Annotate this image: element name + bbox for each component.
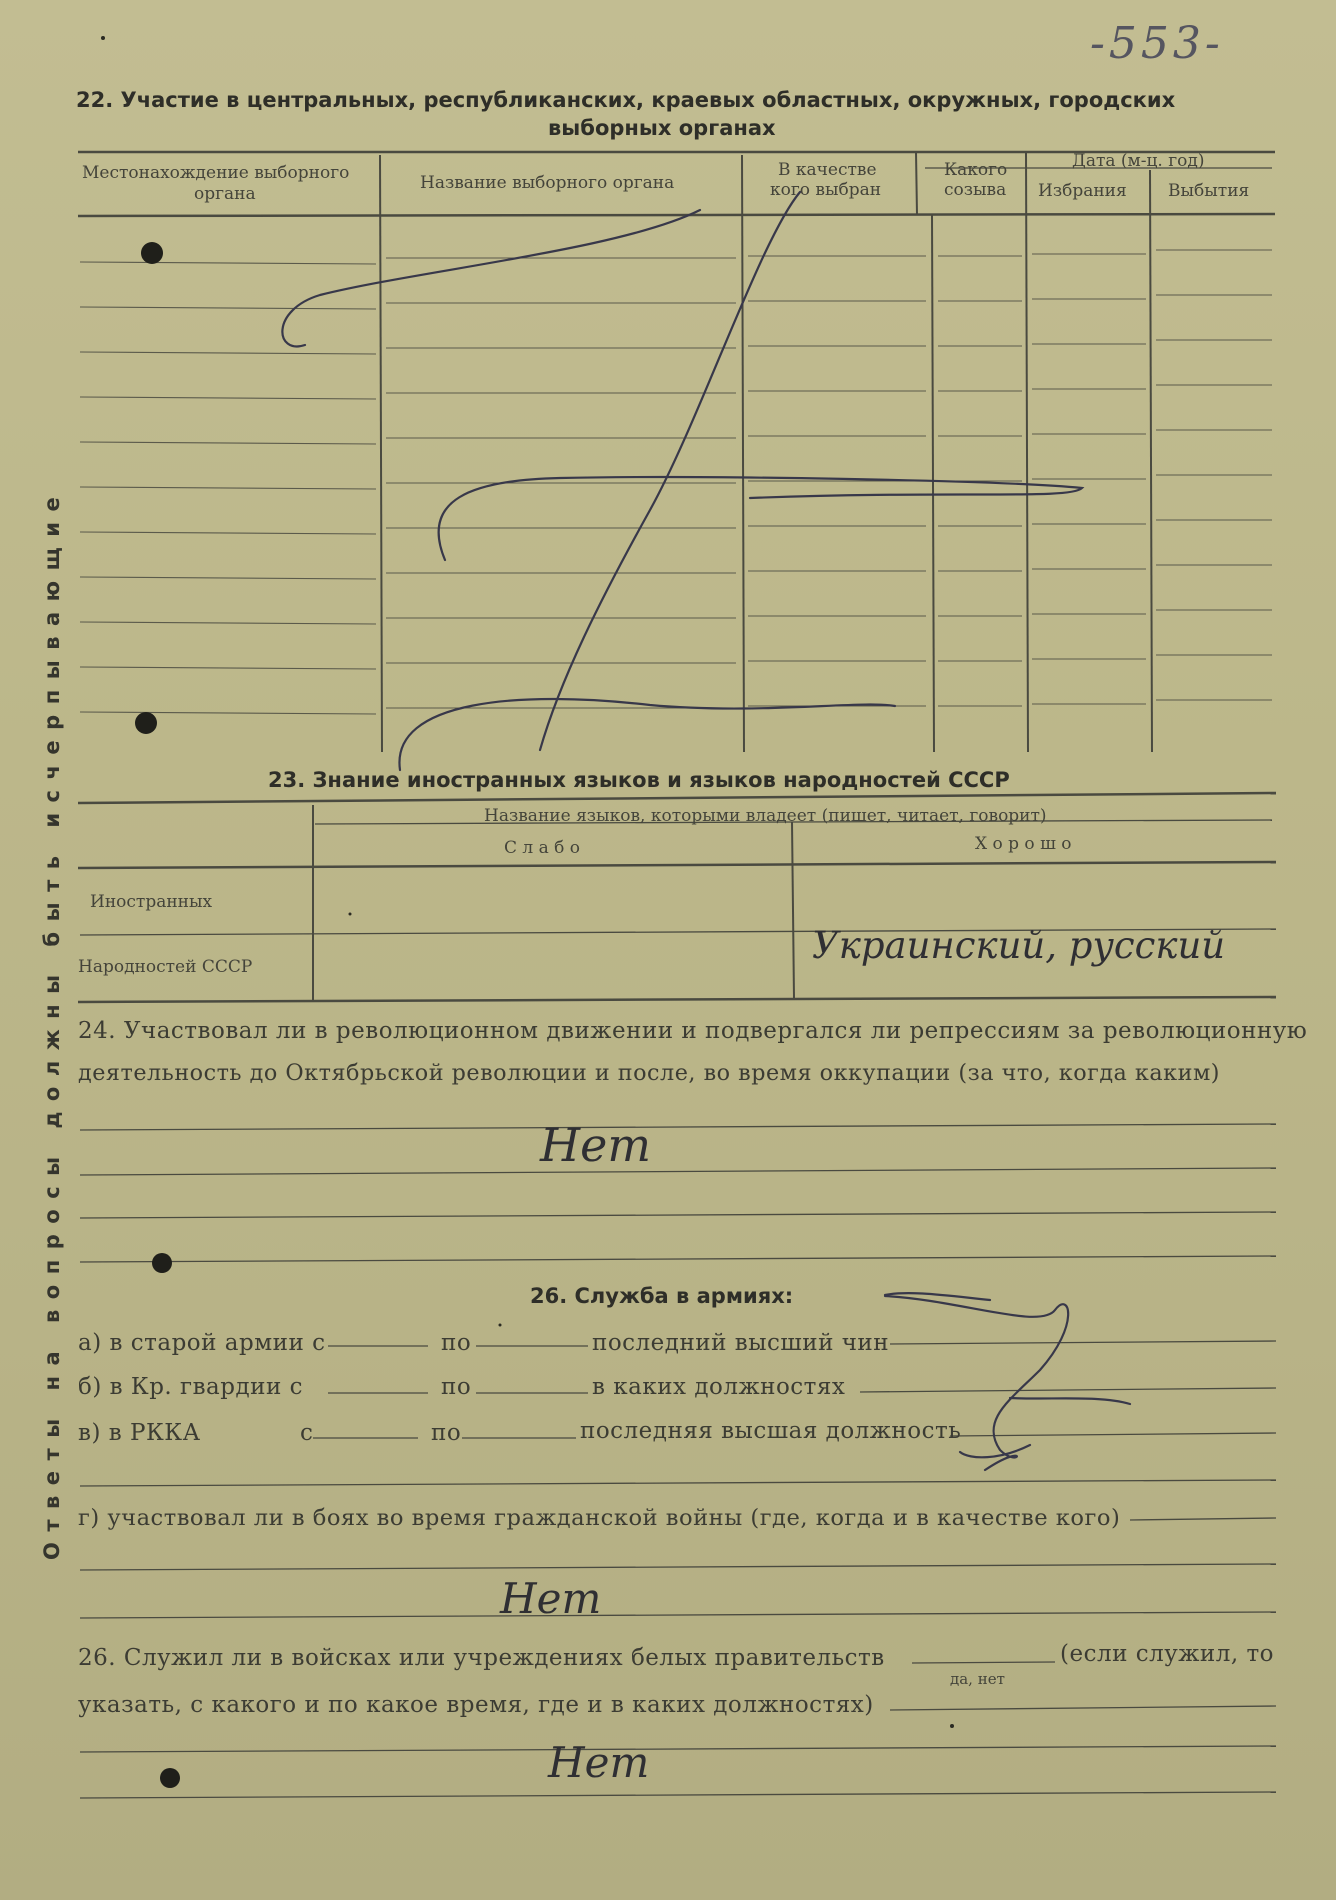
rkka-label: в) в РККА bbox=[78, 1420, 201, 1446]
side-note: Ответы на вопросы должны быть исчерпывающие bbox=[40, 486, 64, 1560]
white-service-line1-tail: (если служил, то bbox=[1060, 1641, 1275, 1667]
civil-war-question: г) участвовал ли в боях во время гражданской войны (где, когда и в качестве кого) bbox=[78, 1505, 1121, 1531]
col-body-name: Название выборного органа bbox=[420, 173, 675, 193]
section24-answer: Нет bbox=[540, 1118, 651, 1172]
section24-line1: 24. Участвовал ли в революционном движении и подвергался ли репрессиям за революционную bbox=[78, 1018, 1308, 1044]
answer-ussr-good: Украинский, русский bbox=[812, 924, 1226, 967]
section24-line2: деятельность до Октябрьской революции и после, во время оккупации (за что, когда каким) bbox=[78, 1060, 1221, 1086]
section23-title: 23. Знание иностранных языков и языков народностей СССР bbox=[268, 768, 1010, 792]
col-weak: С л а б о bbox=[504, 838, 581, 858]
col-convocation-line1: Какого bbox=[944, 160, 1008, 180]
col-date: Дата (м-ц. год) bbox=[1072, 151, 1205, 171]
section22-title-line2: выборных органах bbox=[548, 116, 776, 140]
section22-title-line1: 22. Участие в центральных, республиканских, краевых областных, окружных, городских bbox=[76, 88, 1176, 112]
col-location-line1: Местонахождение выборного bbox=[82, 163, 350, 183]
white-service-line2: указать, с какого и по какое время, где и в каких должностях) bbox=[78, 1692, 874, 1718]
red-guard-label: б) в Кр. гвардии с bbox=[78, 1374, 303, 1400]
old-army-label: а) в старой армии с bbox=[78, 1330, 326, 1356]
col-capacity-line1: В качестве bbox=[778, 160, 877, 180]
col-good: Х о р о ш о bbox=[975, 834, 1072, 854]
old-army-tail: последний высший чин bbox=[592, 1330, 890, 1356]
page-number: -553- bbox=[1090, 18, 1224, 69]
section26-title: 26. Служба в армиях: bbox=[530, 1284, 794, 1308]
red-guard-to: по bbox=[441, 1374, 472, 1400]
rkka-from: с bbox=[300, 1420, 314, 1446]
languages-header: Название языков, которыми владеет (пишет, читает, говорит) bbox=[484, 806, 1047, 826]
col-elected: Избрания bbox=[1038, 181, 1127, 201]
col-capacity-line2: кого выбран bbox=[770, 180, 882, 200]
col-left: Выбытия bbox=[1168, 181, 1250, 201]
civil-war-answer: Нет bbox=[500, 1574, 602, 1623]
white-service-hint: да, нет bbox=[950, 1670, 1005, 1688]
rkka-tail: последняя высшая должность bbox=[580, 1418, 962, 1444]
col-location-line2: органа bbox=[194, 184, 256, 204]
old-army-to: по bbox=[441, 1330, 472, 1356]
white-service-answer: Нет bbox=[548, 1738, 650, 1787]
row-foreign-label: Иностранных bbox=[90, 892, 213, 912]
row-ussr-label: Народностей СССР bbox=[78, 957, 253, 977]
red-guard-tail: в каких должностях bbox=[592, 1374, 846, 1400]
rkka-to: по bbox=[431, 1420, 462, 1446]
col-convocation-line2: созыва bbox=[944, 180, 1007, 200]
white-service-line1: 26. Служил ли в войсках или учреждениях белых правительств bbox=[78, 1645, 885, 1671]
